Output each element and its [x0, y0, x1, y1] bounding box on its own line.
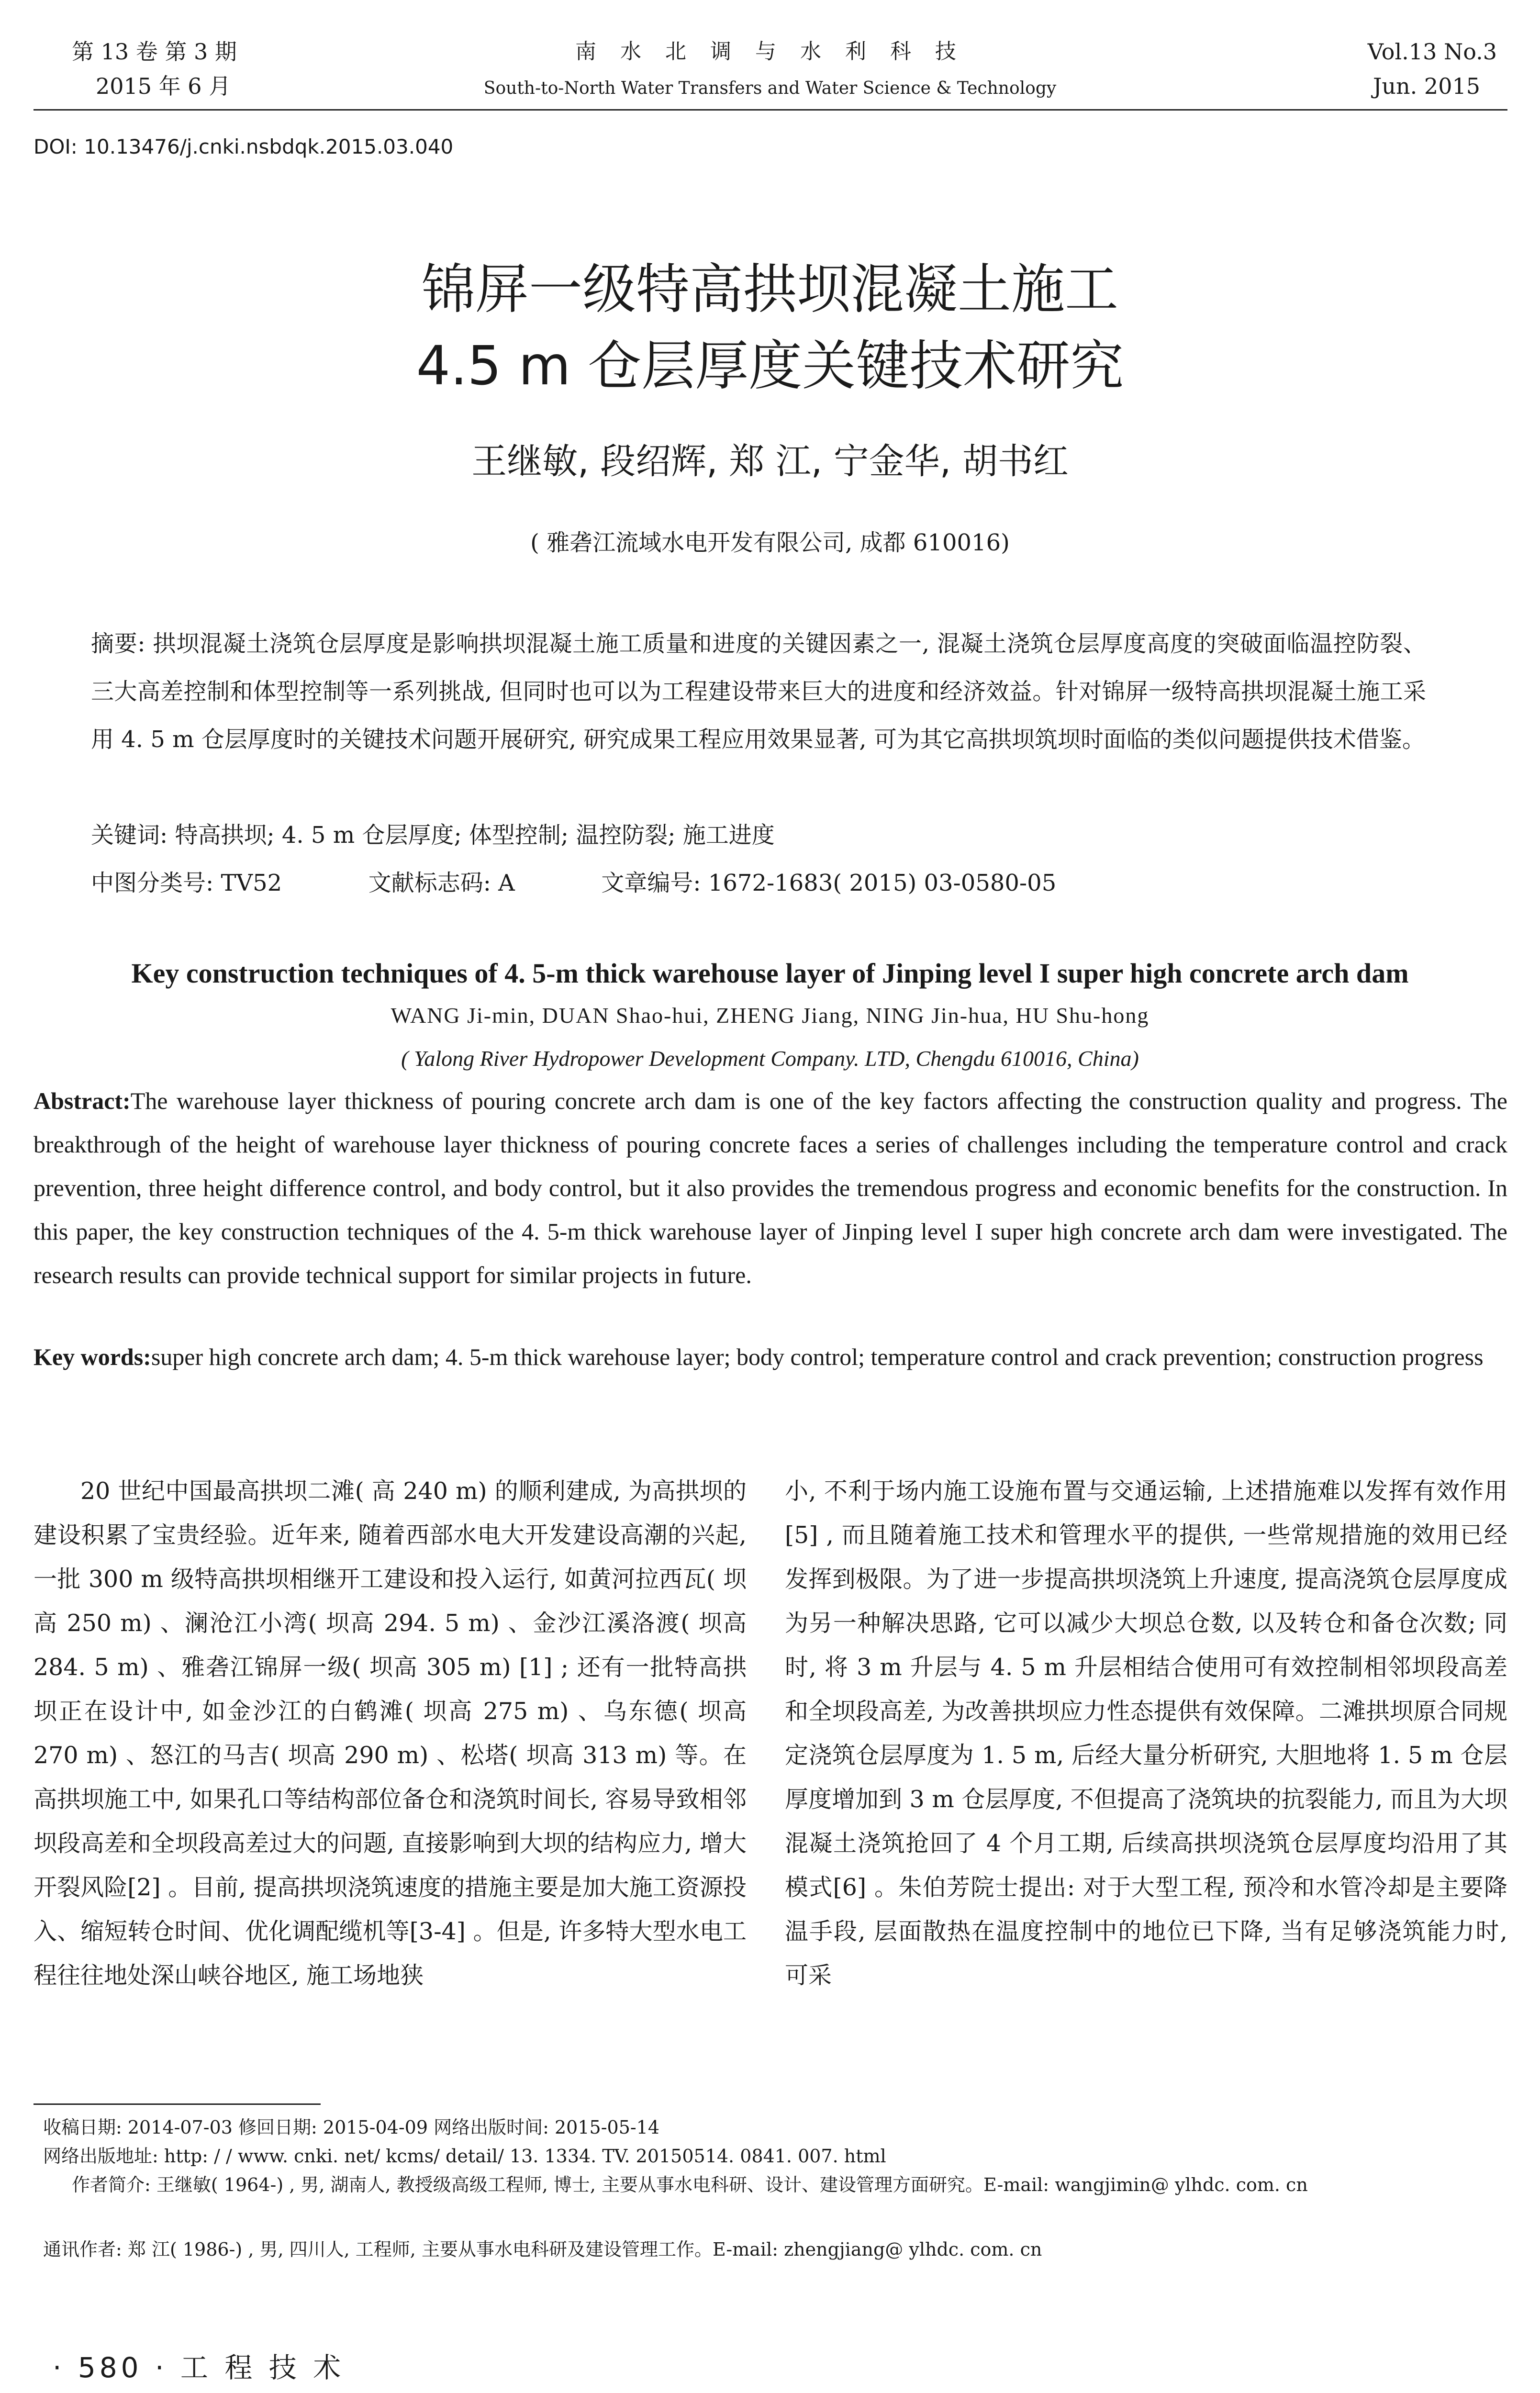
page-footer: · 580 · 工 程 技 术 — [53, 2351, 345, 2384]
abstract-en-text: The warehouse layer thickness of pouring concrete arch dam is one of the key factors affecting the construction quality and progress. The breakthrough of the height of warehouse layer thickness of pouring concrete faces a series of challenges including the temperature control and crack prevention, three height difference control, and body control, but it also provides the tremendous progress and economic benefits for the construction. In this paper, the key construction techniques of the 4. 5-m thick warehouse layer of Jinping level I super high concrete arch dam were investigated. The research results can provide technical support for similar projects in future. — [33, 1087, 1507, 1288]
footnote-online-address: 网络出版地址: http: / / www. cnki. net/ kcms/ detail/ 13. 1334. TV. 20150514. 0841. 007. html — [43, 2146, 886, 2167]
keywords-zh — [91, 811, 1426, 859]
abstract-zh — [91, 620, 1426, 763]
article-no-value: : 1672-1683( 2015) 03-0580-05 — [693, 870, 1057, 896]
abstract-en-label: Abstract: — [33, 1087, 131, 1114]
footnote-author-bio: 作者简介: 王继敏( 1964-) , 男, 湖南人, 教授级高级工程师, 博士, 主要从事水电科研、设计、建设管理方面研究。E-mail: wangjimin@ ylhdc. com. cn — [72, 2174, 1308, 2195]
classification-zh — [91, 859, 1426, 907]
doc-code-label: 文献标志码 — [368, 870, 483, 896]
body-left-column: 20 世纪中国最高拱坝二滩( 高 240 m) 的顺利建成, 为高拱坝的建设积累了宝贵经验。近年来, 随着西部水电大开发建设高潮的兴起, 一批 300 m 级特高拱坝相继开工建设和投入运行, 如黄河拉西瓦( 坝高 250 m) 、澜沧江小湾( 坝高 294. 5 m) 、金沙江溪洛渡( 坝高 284. 5 m) 、雅砻江锦屏一级( 坝高 305 m) [1] ; 还有一批特高拱坝正在设计中, 如金沙江的白鹤滩( 坝高 275 m) 、乌东德( 坝高 270 m) 、怒江的马吉( 坝高 290 m) 、松塔( 坝高 313 m) 等。在高拱坝施工中, 如果孔口等结构部位备仓和浇筑时间长, 容易导致相邻坝段高差和全坝段高差过大的问题, 直接影响到大坝的结构应力, 增大开裂风险[2] 。目前, 提高拱坝浇筑速度的措施主要是加大施工资源投入、缩短转仓时间、优化调配缆机等[3-4] 。但是, 许多特大型水电工程往往地处深山峡谷地区, 施工场地狭 — [33, 1477, 747, 1989]
footnote-dates: 收稿日期: 2014-07-03 修回日期: 2015-04-09 网络出版时间: 2015-05-14 — [43, 2117, 660, 2138]
keywords-en — [33, 1335, 1507, 1379]
body-right-column: 小, 不利于场内施工设施布置与交通运输, 上述措施难以发挥有效作用[5] , 而且随着施工技术和管理水平的提供, 一些常规措施的效用已经发挥到极限。为了进一步提高拱坝浇筑上升速度, 提高浇筑仓层厚度成为另一种解决思路, 它可以减少大坝总仓数, 以及转仓和备仓次数; 同时, 将 3 m 升层与 4. 5 m 升层相结合使用可有效控制相邻坝段高差和全坝段高差, 为改善拱坝应力性态提供有效保障。二滩拱坝原合同规定浇筑仓层厚度为 1. 5 m, 后经大量分析研究, 大胆地将 1. 5 m 仓层厚度增加到 3 m 仓层厚度, 不但提高了浇筑块的抗裂能力, 而且为大坝混凝土浇筑抢回了 4 个月工期, 后续高拱坝浇筑仓层厚度均沿用了其模式[6] 。朱伯芳院士提出: 对于大型工程, 预冷和水管冷却是主要降温手段, 层面散热在温度控制中的地位已下降, 当有足够浇筑能力时, 可采 — [785, 1477, 1507, 1989]
title-en: Key construction techniques of 4. 5-m thick warehouse layer of Jinping level I super high concrete arch dam — [131, 958, 1409, 989]
title-zh-line2: 4.5 m 仓层厚度关键技术研究 — [416, 335, 1124, 397]
title-zh-line1: 锦屏一级特高拱坝混凝土施工 — [422, 258, 1118, 321]
clc-label: 中图分类号 — [91, 870, 206, 896]
authors-zh: 王继敏, 段绍辉, 郑 江, 宁金华, 胡书红 — [471, 441, 1069, 482]
header-volume-issue: 第 13 卷 第 3 期 — [72, 39, 237, 65]
journal-name-zh: 南 水 北 调 与 水 利 科 技 — [575, 39, 965, 64]
header-date-en: Jun. 2015 — [1373, 73, 1480, 99]
journal-name-en: South-to-North Water Transfers and Water Science & Technology — [483, 78, 1057, 98]
header-vol-no-en: Vol.13 No.3 — [1367, 39, 1497, 65]
abstract-zh-label: 摘要 — [91, 630, 138, 657]
article-no-label: 文章编号 — [601, 870, 693, 896]
doi: DOI: 10.13476/j.cnki.nsbdqk.2015.03.040 — [33, 135, 454, 158]
authors-en: WANG Ji-min, DUAN Shao-hui, ZHENG Jiang, NING Jin-hua, HU Shu-hong — [391, 1003, 1149, 1028]
footnote-rule — [33, 2103, 321, 2105]
affiliation-en: ( Yalong River Hydropower Development Company. LTD, Chengdu 610016, China) — [401, 1046, 1139, 1071]
header-rule — [33, 109, 1507, 111]
footnote-corresponding-author: 通讯作者: 郑 江( 1986-) , 男, 四川人, 工程师, 主要从事水电科研及建设管理工作。E-mail: zhengjiang@ ylhdc. com. cn — [43, 2239, 1042, 2260]
clc-value: : TV52 — [206, 870, 282, 896]
keywords-en-label: Key words: — [33, 1343, 151, 1370]
affiliation-zh: ( 雅砻江流域水电开发有限公司, 成都 610016) — [530, 529, 1010, 556]
keywords-zh-label: 关键词 — [91, 822, 160, 849]
abstract-zh-text: : 拱坝混凝土浇筑仓层厚度是影响拱坝混凝土施工质量和进度的关键因素之一, 混凝土浇筑仓层厚度高度的突破面临温控防裂、三大高差控制和体型控制等一系列挑战, 但同时也可以为工程建设带来巨大的进度和经济效益。针对锦屏一级特高拱坝混凝土施工采用 4. 5 m 仓层厚度时的关键技术问题开展研究, 研究成果工程应用效果显著, 可为其它高拱坝筑坝时面临的类似问题提供技术借鉴。 — [91, 630, 1426, 753]
doc-code-value: : A — [483, 870, 515, 896]
keywords-en-text: super high concrete arch dam; 4. 5-m thick warehouse layer; body control; temperature control and crack prevention; construction progress — [151, 1343, 1484, 1370]
header-date-zh: 2015 年 6 月 — [96, 73, 231, 99]
keywords-zh-text: : 特高拱坝; 4. 5 m 仓层厚度; 体型控制; 温控防裂; 施工进度 — [160, 822, 775, 849]
abstract-en — [33, 1079, 1507, 1297]
